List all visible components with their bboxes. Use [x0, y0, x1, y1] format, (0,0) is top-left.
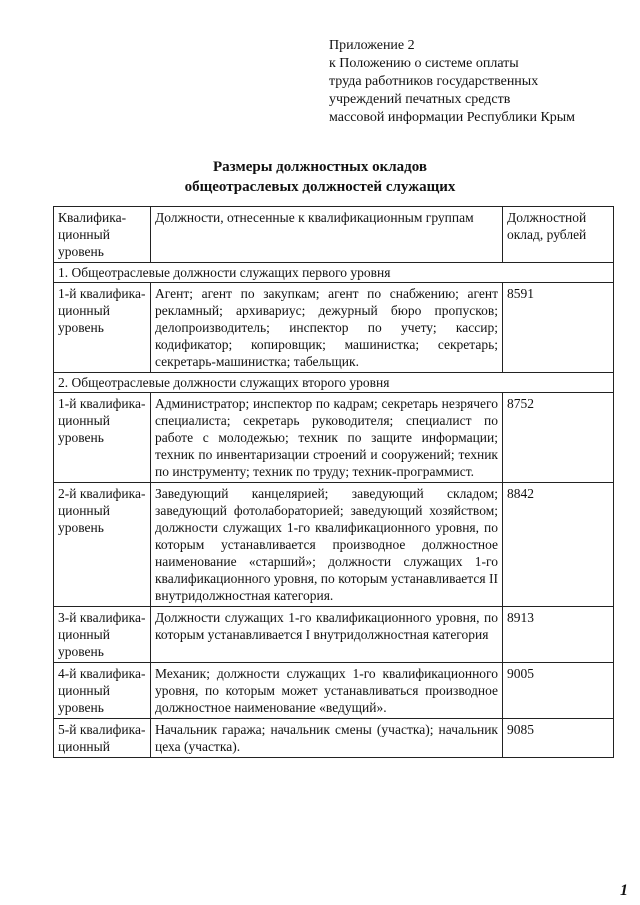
title-line-2: общеотраслевых должностей служащих: [184, 179, 456, 195]
salary-cell: 8591: [503, 283, 614, 373]
annex-line: Приложение 2: [329, 38, 415, 53]
section-title: 2. Общеотраслевые должности служащих второго уровня: [54, 373, 614, 393]
level-cell: 3-й квалифика-ционный уровень: [54, 607, 151, 663]
section-title: 1. Общеотраслевые должности служащих первого уровня: [54, 263, 614, 283]
positions-cell: Заведующий канцелярией; заведующий складом; заведующий фотолабораторией; заведующий хозяйством; должности служащих 1-го квалификационного уровня, по которым устанавливается производное должностное наименование «старший»; должности служащих 1-го квалификационного уровня, по которым устанавливается II внутридолжностная категория.: [151, 483, 503, 607]
table-row: [54, 483, 614, 607]
section-row: [54, 373, 614, 393]
salary-cell: 9005: [503, 663, 614, 719]
level-cell: 1-й квалифика-ционный уровень: [54, 393, 151, 483]
salary-table: [53, 206, 614, 758]
level-cell: 1-й квалифика-ционный уровень: [54, 283, 151, 373]
salary-cell: 8842: [503, 483, 614, 607]
annex-line: массовой информации Республики Крым: [329, 110, 576, 125]
page-mark: 1: [620, 882, 628, 899]
salary-cell: 8913: [503, 607, 614, 663]
table-row: [54, 607, 614, 663]
level-cell: 4-й квалифика-ционный уровень: [54, 663, 151, 719]
table-row: [54, 719, 614, 758]
positions-cell: Механик; должности служащих 1-го квалификационного уровня, по которым может устанавливаться производное должностное наименование «ведущий».: [151, 663, 503, 719]
positions-cell: Администратор; инспектор по кадрам; секретарь незрячего специалиста; секретарь руководителя; специалист по работе с молодежью; техник по защите информации; техник по инвентаризации строений и сооружений; техник по инструменту; техник по труду; техник-программист.: [151, 393, 503, 483]
positions-cell: Начальник гаража; начальник смены (участка); начальник цеха (участка).: [151, 719, 503, 758]
salary-cell: 9085: [503, 719, 614, 758]
annex-header: [329, 37, 575, 127]
annex-line: труда работников государственных: [329, 74, 539, 89]
table-row: [54, 663, 614, 719]
header-positions: Должности, отнесенные к квалификационным группам: [151, 207, 503, 263]
table-row: [54, 393, 614, 483]
document-title: [0, 157, 640, 197]
level-cell: 5-й квалифика-ционный: [54, 719, 151, 758]
positions-cell: Должности служащих 1-го квалификационного уровня, по которым устанавливается I внутридолжностная категория: [151, 607, 503, 663]
salary-cell: 8752: [503, 393, 614, 483]
title-line-1: Размеры должностных окладов: [213, 159, 427, 175]
annex-line: к Положению о системе оплаты: [329, 56, 519, 71]
section-row: [54, 263, 614, 283]
table-header-row: [54, 207, 614, 263]
header-salary: Должностной оклад, рублей: [503, 207, 614, 263]
header-level: Квалифика-ционный уровень: [54, 207, 151, 263]
positions-cell: Агент; агент по закупкам; агент по снабжению; агент рекламный; архивариус; дежурный бюро пропусков; делопроизводитель; инспектор по учету; кассир; кодификатор; копировщик; машинистка; секретарь; секретарь-машинистка; табельщик.: [151, 283, 503, 373]
table-row: [54, 283, 614, 373]
level-cell: 2-й квалифика-ционный уровень: [54, 483, 151, 607]
annex-line: учреждений печатных средств: [329, 92, 511, 107]
